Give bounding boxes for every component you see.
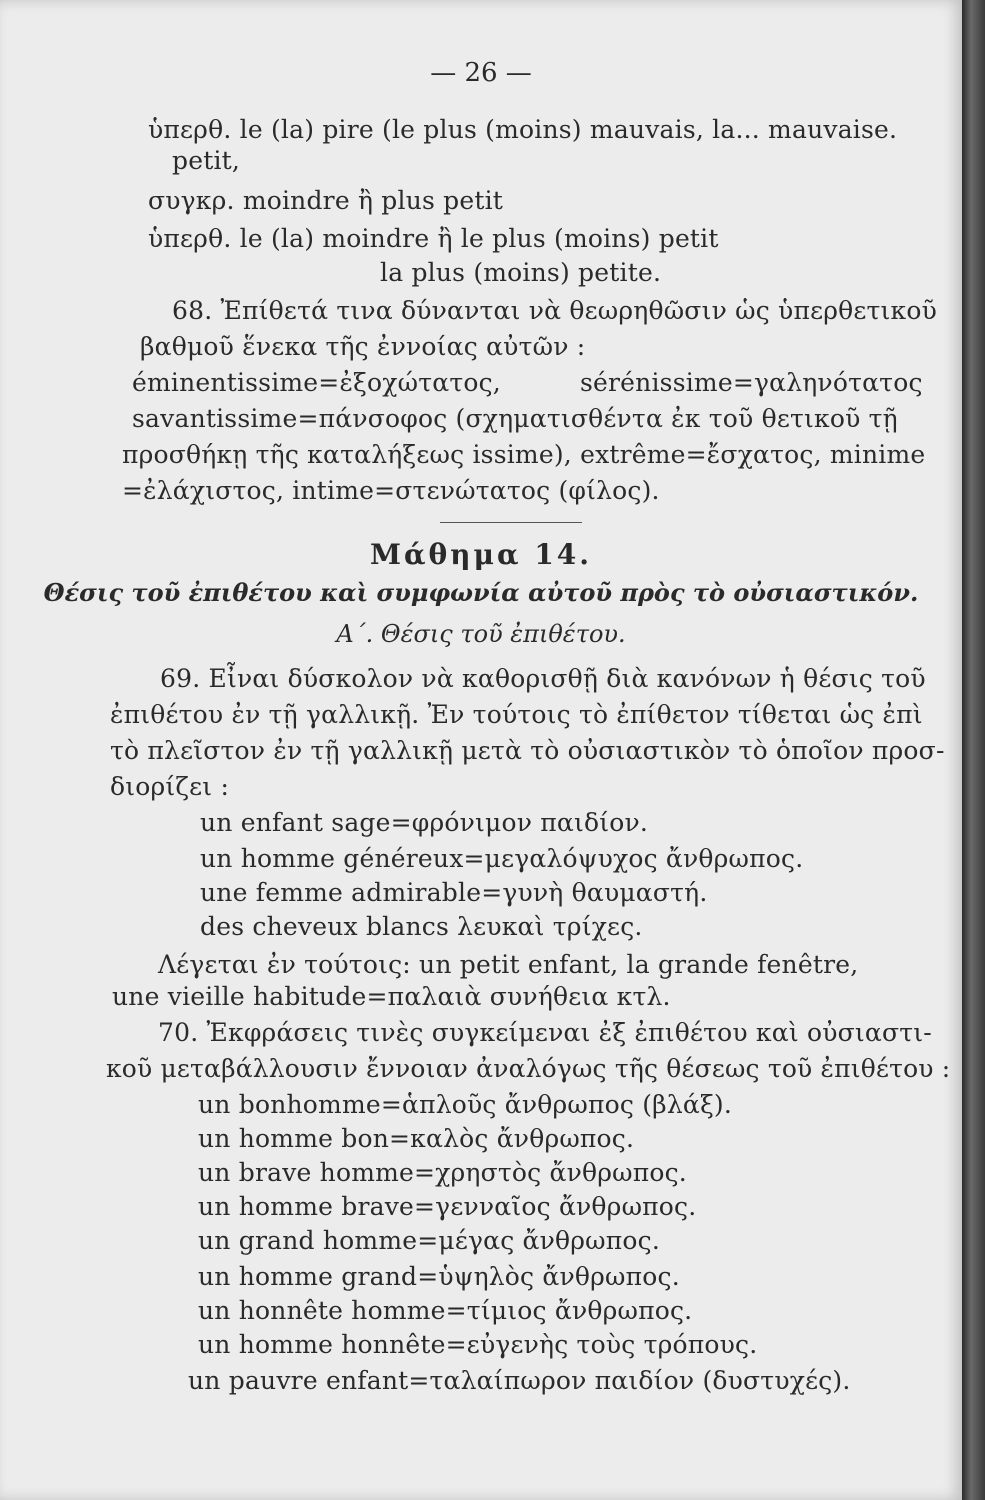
text-line: petit, [172,146,241,175]
example-line: un brave homme=χρηστὸς ἄνθρωπος. [198,1158,687,1187]
example-line: des cheveux blancs λευκαὶ τρίχες. [200,912,643,941]
example-line: un homme généreux=μεγαλόψυχος ἄνθρωπος. [200,844,804,873]
example-line: un honnête homme=τίμιος ἄνθρωπος. [198,1296,693,1325]
example-line: un enfant sage=φρόνιμον παιδίον. [200,808,649,837]
example-line: une femme admirable=γυνὴ θαυμαστή. [200,878,708,907]
text-line: 68. Ἐπίθετά τινα δύνανται νὰ θεωρηθῶσιν ὡς ὑπερθετικοῦ [172,296,938,325]
text-line: προσθήκῃ τῆς καταλήξεως issime), extrême=ἔσχατος, minime [122,440,926,469]
text-line: savantissime=πάνσοφος (σχηματισθέντα ἐκ τοῦ θετικοῦ τῇ [132,404,898,433]
text-line: ἐπιθέτου ἐν τῇ γαλλικῇ. Ἐν τούτοις τὸ ἐπίθετον τίθεται ὡς ἐπὶ [110,700,923,729]
text-line: διορίζει : [110,772,230,801]
example-line: un pauvre enfant=ταλαίπωρον παιδίον (δυστυχές). [188,1366,851,1395]
text-line: =ἐλάχιστος, intime=στενώτατος (φίλος). [122,476,660,505]
lesson-title: Μάθημα 14. [369,538,593,571]
text-line: 70. Ἐκφράσεις τινὲς συγκείμεναι ἐξ ἐπιθέτου καὶ οὐσιαστι- [158,1018,932,1047]
text-line: συγκρ. moindre ἢ plus petit [148,186,504,215]
example-line: un homme bon=καλὸς ἄνθρωπος. [198,1124,635,1153]
example-line: un bonhomme=ἁπλοῦς ἄνθρωπος (βλάξ). [198,1090,733,1119]
text-line: ὑπερθ. le (la) moindre ἢ le plus (moins) petit [148,224,719,253]
text-line: βαθμοῦ ἕνεκα τῆς ἐννοίας αὐτῶν : [140,332,586,361]
book-binding-edge [962,0,985,1500]
text-line: Λέγεται ἐν τούτοις: un petit enfant, la grande fenêtre, [158,950,859,979]
page-number: — 26 — [430,58,532,88]
example-line: un homme honnête=εὐγενὴς τοὺς τρόπους. [198,1330,758,1359]
example-line: un grand homme=μέγας ἄνθρωπος. [198,1226,660,1255]
example-line: un homme brave=γενναῖος ἄνθρωπος. [198,1192,697,1221]
text-line: sérénissime=γαληνότατος [580,368,923,397]
text-line: κοῦ μεταβάλλουσιν ἔννοιαν ἀναλόγως τῆς θέσεως τοῦ ἐπιθέτου : [106,1054,951,1083]
lesson-subtitle: Θέσις τοῦ ἐπιθέτου καὶ συμφωνία αὐτοῦ πρὸς τὸ οὐσιαστικόν. [43,578,919,607]
text-line: 69. Εἶναι δύσκολον νὰ καθορισθῇ διὰ κανόνων ἡ θέσις τοῦ [160,664,926,693]
section-divider [440,522,582,523]
text-line: τὸ πλεῖστον ἐν τῇ γαλλικῇ μετὰ τὸ οὐσιαστικὸν τὸ ὁποῖον προσ- [110,736,945,765]
section-title: Α΄. Θέσις τοῦ ἐπιθέτου. [336,620,626,648]
text-line: éminentissime=ἐξοχώτατος, [132,368,501,397]
text-line: ὑπερθ. le (la) pire (le plus (moins) mauvais, la... mauvaise. [148,115,898,144]
example-line: un homme grand=ὑψηλὸς ἄνθρωπος. [198,1262,680,1291]
text-line: une vieille habitude=παλαιὰ συνήθεια κτλ. [112,982,671,1011]
text-line: la plus (moins) petite. [380,258,662,287]
